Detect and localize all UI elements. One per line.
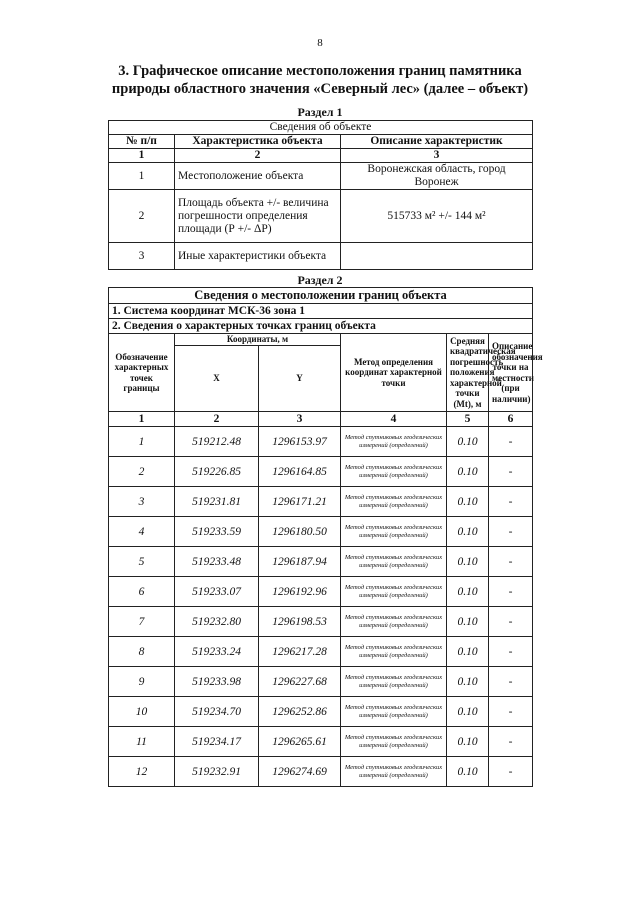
page-number: 8 — [317, 37, 323, 49]
error-value: 0.10 — [447, 517, 489, 547]
error-value: 0.10 — [447, 667, 489, 697]
method-cell: Метод спутниковых геодезических измерений (определений) — [341, 757, 447, 787]
table-row — [109, 243, 533, 270]
coord-x: 519233.98 — [175, 667, 259, 697]
point-description: - — [489, 577, 533, 607]
table-row — [109, 163, 533, 190]
point-description: - — [489, 607, 533, 637]
method-cell: Метод спутниковых геодезических измерений (определений) — [341, 637, 447, 667]
coord-y: 1296198.53 — [259, 607, 341, 637]
coord-x: 519212.48 — [175, 427, 259, 457]
method-cell: Метод спутниковых геодезических измерений (определений) — [341, 607, 447, 637]
point-description: - — [489, 427, 533, 457]
col-number: 3 — [259, 412, 341, 427]
table-row — [109, 667, 533, 697]
coord-x: 519231.81 — [175, 487, 259, 517]
coord-y: 1296252.86 — [259, 697, 341, 727]
coord-x: 519226.85 — [175, 457, 259, 487]
method-cell: Метод спутниковых геодезических измерений (определений) — [341, 517, 447, 547]
characteristic-value: Воронежская область, город Воронеж — [341, 163, 533, 190]
header-error: Средняя квадратическая погрешность положения характерной точки (Mt), м — [447, 334, 489, 412]
error-value: 0.10 — [447, 727, 489, 757]
coord-y: 1296274.69 — [259, 757, 341, 787]
method-cell: Метод спутниковых геодезических измерений (определений) — [341, 577, 447, 607]
coord-y: 1296180.50 — [259, 517, 341, 547]
characteristic-value: 515733 м² +/- 144 м² — [341, 190, 533, 243]
col-number: 4 — [341, 412, 447, 427]
boundary-points-table — [108, 287, 543, 787]
error-value: 0.10 — [447, 487, 489, 517]
error-value: 0.10 — [447, 577, 489, 607]
coord-y: 1296217.28 — [259, 637, 341, 667]
error-value: 0.10 — [447, 637, 489, 667]
point-number: 6 — [109, 577, 175, 607]
table-row — [109, 607, 533, 637]
col-number: 6 — [489, 412, 533, 427]
coord-y: 1296265.61 — [259, 727, 341, 757]
point-description: - — [489, 487, 533, 517]
point-number: 9 — [109, 667, 175, 697]
method-cell: Метод спутниковых геодезических измерений (определений) — [341, 457, 447, 487]
points-subtitle: 2. Сведения о характерных точках границ объекта — [109, 319, 533, 334]
point-number: 11 — [109, 727, 175, 757]
coord-x: 519232.91 — [175, 757, 259, 787]
point-description: - — [489, 667, 533, 697]
table-row — [109, 427, 533, 457]
coord-x: 519233.24 — [175, 637, 259, 667]
point-description: - — [489, 517, 533, 547]
point-number: 10 — [109, 697, 175, 727]
boundary-table-title: Сведения о местоположении границ объекта — [109, 288, 533, 304]
table-row — [109, 547, 533, 577]
section2-title: Раздел 2 — [297, 273, 343, 287]
col-number: 1 — [109, 149, 175, 163]
coord-x: 519234.17 — [175, 727, 259, 757]
header-method: Метод определения координат характерной точки — [341, 334, 447, 412]
coord-y: 1296164.85 — [259, 457, 341, 487]
col-number: 5 — [447, 412, 489, 427]
point-description: - — [489, 457, 533, 487]
col-number: 2 — [175, 149, 341, 163]
coord-y: 1296192.96 — [259, 577, 341, 607]
header-characteristic: Характеристика объекта — [175, 135, 341, 149]
header-description: Описание характеристик — [341, 135, 533, 149]
header-point: Обозначение характерных точек границы — [109, 334, 175, 412]
point-description: - — [489, 697, 533, 727]
point-number: 7 — [109, 607, 175, 637]
method-cell: Метод спутниковых геодезических измерений (определений) — [341, 727, 447, 757]
method-cell: Метод спутниковых геодезических измерений (определений) — [341, 667, 447, 697]
coord-x: 519232.80 — [175, 607, 259, 637]
point-number: 3 — [109, 487, 175, 517]
error-value: 0.10 — [447, 547, 489, 577]
coordinate-system: 1. Система координат МСК-36 зона 1 — [109, 304, 533, 319]
error-value: 0.10 — [447, 607, 489, 637]
header-y: Y — [259, 346, 341, 412]
col-number: 2 — [175, 412, 259, 427]
table-row — [109, 517, 533, 547]
coord-y: 1296153.97 — [259, 427, 341, 457]
method-cell: Метод спутниковых геодезических измерений (определений) — [341, 547, 447, 577]
coord-y: 1296187.94 — [259, 547, 341, 577]
section1-title: Раздел 1 — [297, 105, 343, 119]
table-row — [109, 727, 533, 757]
table-row — [109, 577, 533, 607]
document-heading: 3. Графическое описание местоположения границ памятника природы областного значения «Северный лес» (далее – объект) — [111, 63, 529, 97]
point-number: 12 — [109, 757, 175, 787]
point-number: 2 — [109, 457, 175, 487]
method-cell: Метод спутниковых геодезических измерений (определений) — [341, 427, 447, 457]
method-cell: Метод спутниковых геодезических измерений (определений) — [341, 697, 447, 727]
coord-x: 519233.48 — [175, 547, 259, 577]
row-number: 2 — [109, 190, 175, 243]
object-info-title: Сведения об объекте — [109, 121, 533, 135]
error-value: 0.10 — [447, 697, 489, 727]
characteristic-name: Площадь объекта +/- величина погрешности определения площади (Р +/- ΔР) — [175, 190, 341, 243]
table-row — [109, 190, 533, 243]
method-cell: Метод спутниковых геодезических измерений (определений) — [341, 487, 447, 517]
object-info-table — [108, 120, 533, 270]
header-x: X — [175, 346, 259, 412]
coord-y: 1296171.21 — [259, 487, 341, 517]
characteristic-name: Иные характеристики объекта — [175, 243, 341, 270]
point-number: 8 — [109, 637, 175, 667]
characteristic-value — [341, 243, 533, 270]
point-description: - — [489, 757, 533, 787]
row-number: 3 — [109, 243, 175, 270]
col-number: 3 — [341, 149, 533, 163]
error-value: 0.10 — [447, 757, 489, 787]
row-number: 1 — [109, 163, 175, 190]
point-number: 5 — [109, 547, 175, 577]
header-point-description: Описание обозначения точки на местности (при наличии) — [489, 334, 533, 412]
col-number: 1 — [109, 412, 175, 427]
coord-y: 1296227.68 — [259, 667, 341, 697]
point-number: 4 — [109, 517, 175, 547]
characteristic-name: Местоположение объекта — [175, 163, 341, 190]
table-row — [109, 757, 533, 787]
error-value: 0.10 — [447, 457, 489, 487]
header-number: № п/п — [109, 135, 175, 149]
table-row — [109, 457, 533, 487]
point-number: 1 — [109, 427, 175, 457]
table-row — [109, 697, 533, 727]
header-coordinates: Координаты, м — [175, 334, 341, 346]
point-description: - — [489, 727, 533, 757]
coord-x: 519234.70 — [175, 697, 259, 727]
coord-x: 519233.07 — [175, 577, 259, 607]
error-value: 0.10 — [447, 427, 489, 457]
table-row — [109, 637, 533, 667]
point-description: - — [489, 637, 533, 667]
table-row — [109, 487, 533, 517]
point-description: - — [489, 547, 533, 577]
coord-x: 519233.59 — [175, 517, 259, 547]
